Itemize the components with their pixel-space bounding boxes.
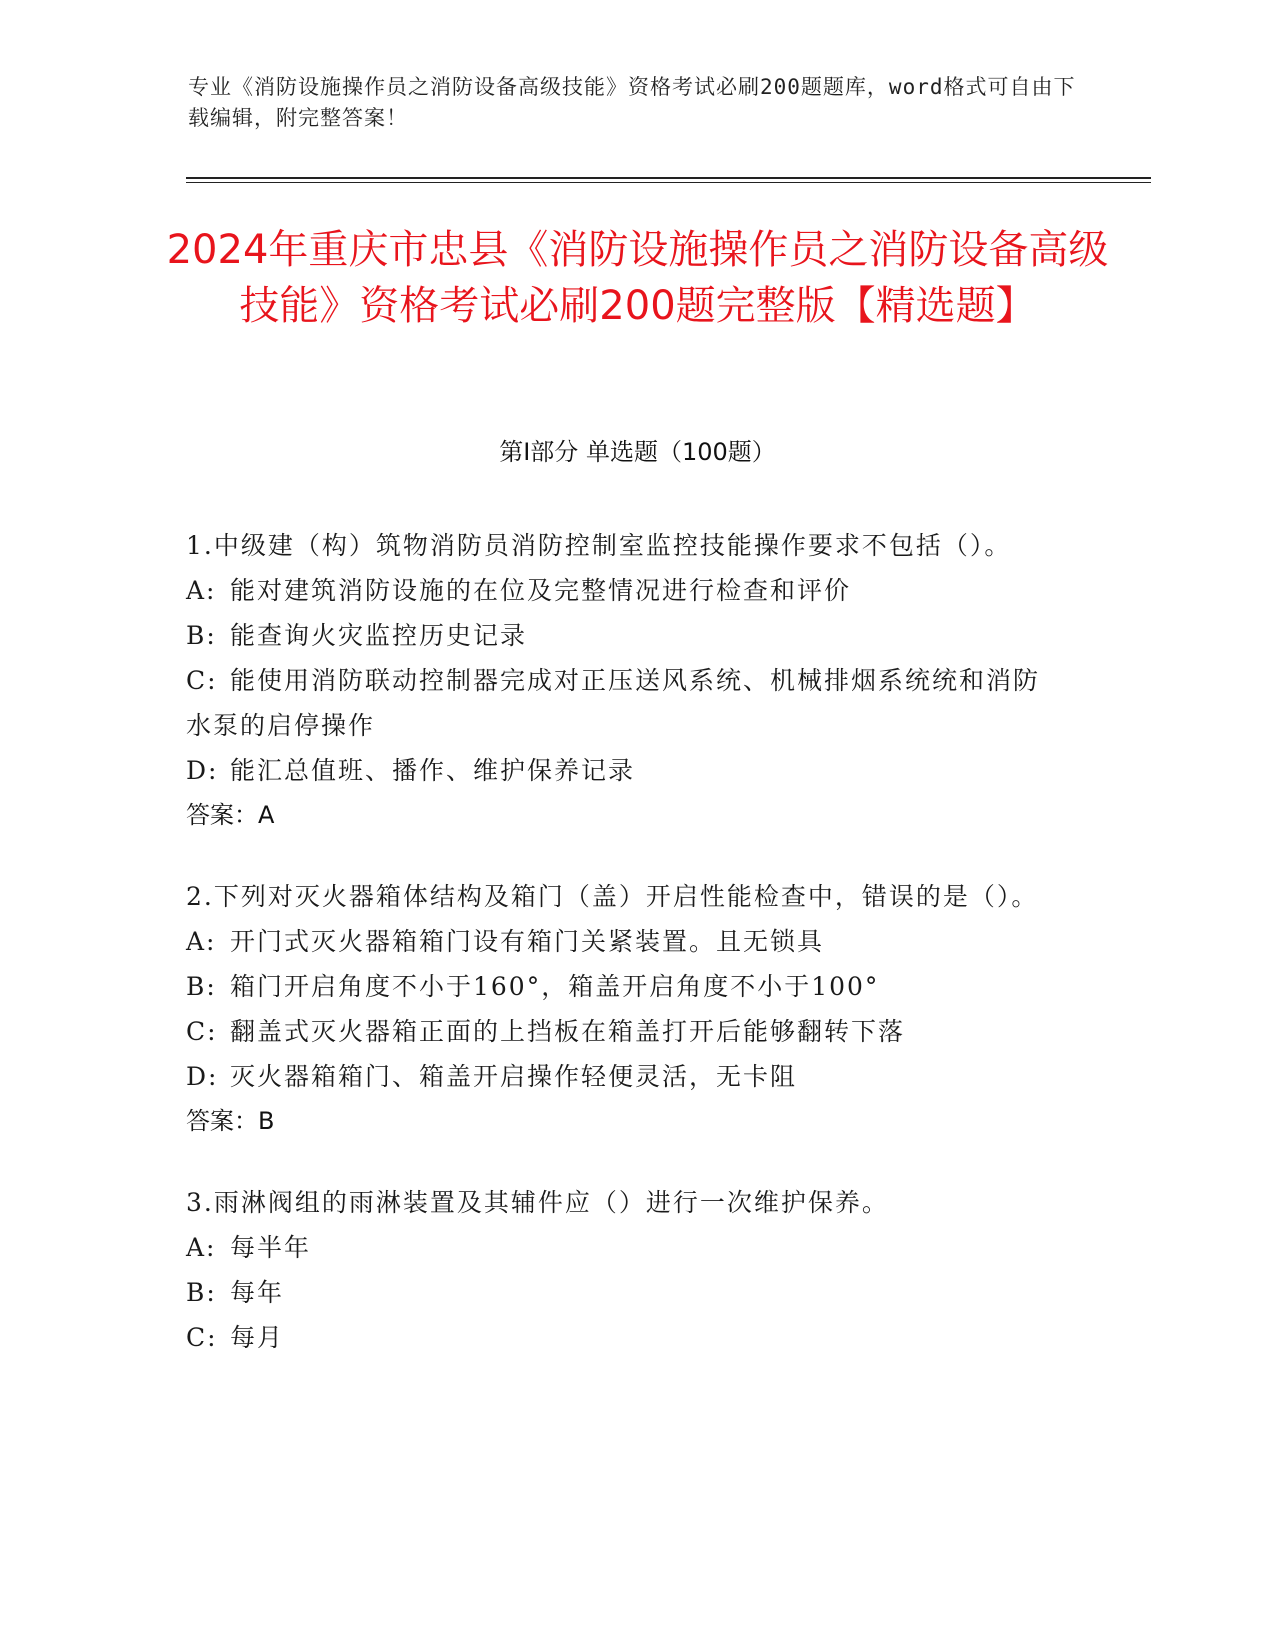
option-key: D: (186, 1062, 219, 1091)
option-key: D: (186, 756, 219, 785)
option-text: 能对建筑消防设施的在位及完整情况进行检查和评价 (230, 576, 852, 605)
option-text: 每月 (230, 1323, 285, 1352)
option-b (186, 964, 1066, 1009)
option-b (186, 613, 1066, 658)
option-key: C: (186, 666, 218, 695)
option-c (186, 1315, 1066, 1360)
option-key: B: (186, 621, 217, 650)
option-c (186, 1009, 1066, 1054)
option-text: 能汇总值班、播作、维护保养记录 (230, 756, 636, 785)
question-3 (186, 1180, 1066, 1360)
answer-line: 答案：A (186, 801, 275, 829)
question-stem: 1.中级建（构）筑物消防员消防控制室监控技能操作要求不包括（）。 (186, 531, 1012, 560)
option-a (186, 919, 1066, 964)
option-key: B: (186, 1278, 217, 1307)
header-divider-thick (186, 177, 1151, 179)
document-title: 2024年重庆市忠县《消防设施操作员之消防设备高级技能》资格考试必刷200题完整版【精选题】 (166, 227, 1109, 329)
option-text: 灭火器箱箱门、箱盖开启操作轻便灵活，无卡阻 (230, 1062, 798, 1091)
question-list (186, 523, 1066, 1396)
option-d (186, 1054, 1066, 1099)
option-text: 翻盖式灭火器箱正面的上挡板在箱盖打开后能够翻转下落 (230, 1017, 906, 1046)
option-text: 能查询火灾监控历史记录 (230, 621, 528, 650)
option-key: B: (186, 972, 217, 1001)
question-stem: 3.雨淋阀组的雨淋装置及其辅件应（）进行一次维护保养。 (186, 1188, 889, 1217)
option-text: 每年 (230, 1278, 285, 1307)
option-a (186, 568, 1066, 613)
option-text: 每半年 (230, 1233, 312, 1262)
option-text: 箱门开启角度不小于160°，箱盖开启角度不小于100° (230, 972, 880, 1001)
option-key: A: (186, 927, 217, 956)
option-text: 能使用消防联动控制器完成对正压送风系统、机械排烟系统统和消防水泵的启停操作 (186, 666, 1041, 740)
option-key: A: (186, 576, 217, 605)
section-title: 第Ⅰ部分 单选题（100题） (499, 438, 776, 466)
option-key: C: (186, 1323, 218, 1352)
answer-line: 答案：B (186, 1107, 275, 1135)
option-key: C: (186, 1017, 218, 1046)
header-note: 专业《消防设施操作员之消防设备高级技能》资格考试必刷200题题库，word格式可自由下载编辑，附完整答案！ (188, 75, 1076, 130)
option-b (186, 1270, 1066, 1315)
question-2 (186, 874, 1066, 1144)
option-key: A: (186, 1233, 217, 1262)
option-text: 开门式灭火器箱箱门设有箱门关紧装置。且无锁具 (230, 927, 825, 956)
option-a (186, 1225, 1066, 1270)
question-stem: 2.下列对灭火器箱体结构及箱门（盖）开启性能检查中，错误的是（）。 (186, 882, 1039, 911)
option-c (186, 658, 1066, 748)
header-divider-thin (186, 182, 1151, 183)
option-d (186, 748, 1066, 793)
question-1 (186, 523, 1066, 838)
